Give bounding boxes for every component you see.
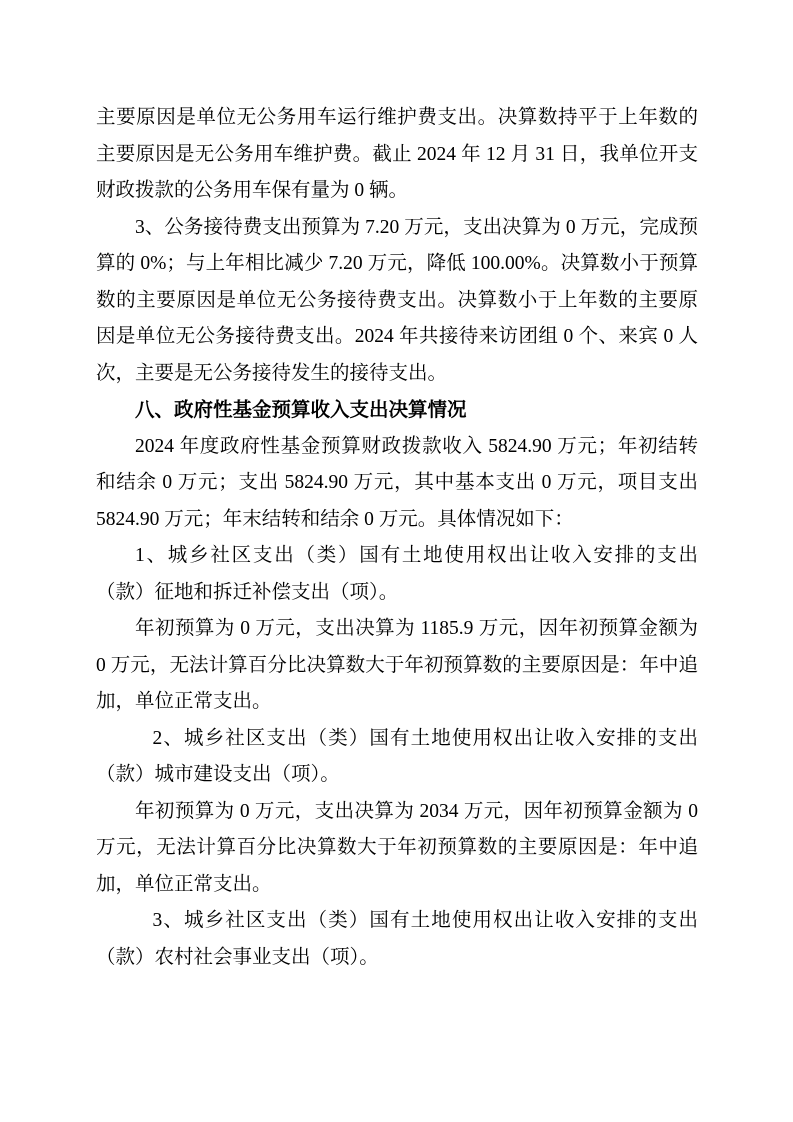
paragraph-car-maintenance: 主要原因是单位无公务用车运行维护费支出。决算数持平于上年数的主要原因是无公务用车维护费。截止 2024 年 12 月 31 日，我单位开支财政拨款的公务用车保有量为 0 辆。: [96, 107, 698, 201]
paragraph-official-reception: 3、公务接待费支出预算为 7.20 万元，支出决算为 0 万元，完成预算的 0%；与上年相比减少 7.20 万元，降低 100.00%。决算数小于预算数的主要原因是单位无公务接待费支出。决算数小于上年数的主要原因是单位无公务接待费支出。2024 年共接待来访团组 0 个、来宾 0 人次，主要是无公务接待发生的接待支出。: [96, 216, 698, 384]
paragraph-item-2-detail: 年初预算为 0 万元，支出决算为 2034 万元，因年初预算金额为 0 万元，无法计算百分比决算数大于年初预算数的主要原因是：年中追加，单位正常支出。: [96, 800, 698, 895]
paragraph-item-2-urban-construction: 2、城乡社区支出（类）国有土地使用权出让收入安排的支出（款）城市建设支出（项）。: [96, 727, 698, 785]
paragraph-item-1-land-compensation: 1、城乡社区支出（类）国有土地使用权出让收入安排的支出（款）征地和拆迁补偿支出（项）。: [96, 545, 698, 603]
section-heading-government-fund-budget: 八、政府性基金预算收入支出决算情况: [135, 399, 467, 421]
paragraph-item-3-rural-social: 3、城乡社区支出（类）国有土地使用权出让收入安排的支出（款）农村社会事业支出（项）。: [96, 910, 698, 968]
paragraph-item-1-detail: 年初预算为 0 万元，支出决算为 1185.9 万元，因年初预算金额为 0 万元，无法计算百分比决算数大于年初预算数的主要原因是：年中追加，单位正常支出。: [96, 618, 698, 712]
paragraph-fund-budget-summary: 2024 年度政府性基金预算财政拨款收入 5824.90 万元；年初结转和结余 0 万元；支出 5824.90 万元，其中基本支出 0 万元，项目支出 5824.90 万元；年末结转和结余 0 万元。具体情况如下：: [96, 435, 698, 530]
